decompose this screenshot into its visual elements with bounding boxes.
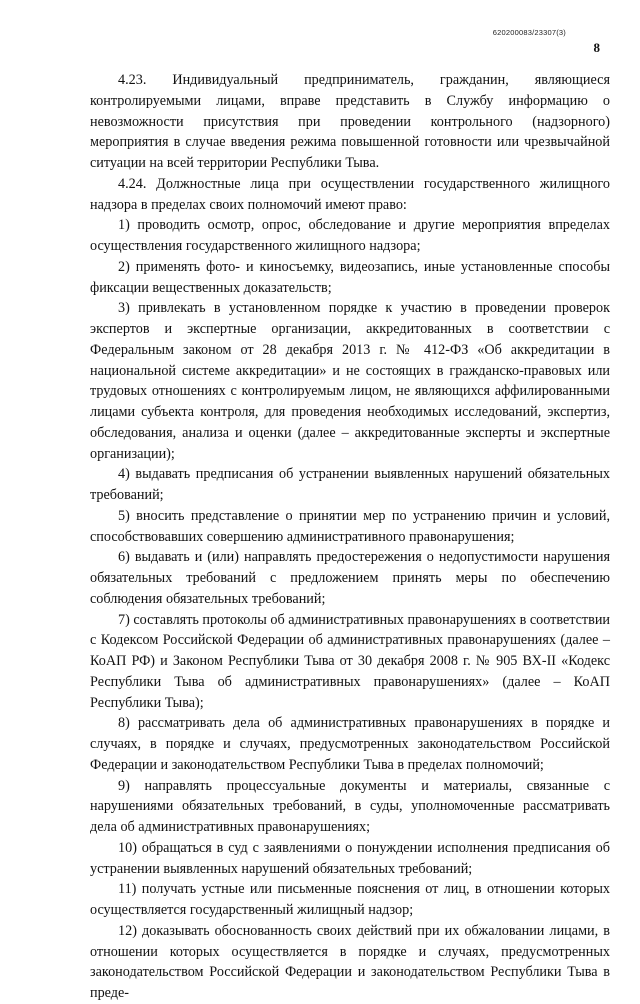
document-body <box>90 70 610 1004</box>
list-item-1: 1) проводить осмотр, опрос, обследование и другие мероприятия впределах осуществления государственного жилищного надзора; <box>90 217 610 254</box>
list-item-5: 5) вносить представление о принятии мер по устранению причин и условий, способствовавших совершению административного правонарушения; <box>90 507 610 545</box>
list-item-9: 9) направлять процессуальные документы и материалы, связанные с нарушениями обязательных требований, в суды, уполномоченные рассматривать дела об административных правонарушениях; <box>90 777 610 835</box>
paragraph-4-23: 4.23. Индивидуальный предприниматель, гражданин, являющиеся контролируемыми лицами, вправе представить в Службу информацию о невозможности присутствия при проведении контрольного (надзорного) мероприятия в случае введения режима повышенной готовности или чрезвычайной ситуации на всей территории Республики Тыва. <box>90 72 610 171</box>
list-item-8: 8) рассматривать дела об административных правонарушениях в порядке и случаях, в порядке и случаях, предусмотренных законодательством Российской Федерации и законодательством Республики Тыва в пределах полномочий; <box>90 715 610 773</box>
document-code: 620200083/23307(3) <box>492 28 566 37</box>
list-item-6: 6) выдавать и (или) направлять предостережения о недопустимости нарушения обязательных требований с предложением принять меры по обеспечению соблюдения обязательных требований; <box>90 549 610 607</box>
list-item-4: 4) выдавать предписания об устранении выявленных нарушений обязательных требований; <box>90 466 610 503</box>
list-item-3: 3) привлекать в установленном порядке к участию в проведении проверок экспертов и экспертные организации, аккредитованных в соответствии с Федеральным законом от 28 декабря 2013 г. № 412-ФЗ «Об аккредитации в национальной системе аккредитации» и не состоящих в гражданско-правовых или трудовых отношениях с контролируемым лицом, не являющихся аффилированными лицами субъекта контроля, для проведения необходимых исследований, экспертиз, обследования, анализа и оценки (далее – аккредитованные эксперты и экспертные организации); <box>90 300 610 462</box>
list-item-2: 2) применять фото- и киносъемку, видеозапись, иные установленные способы фиксации вещественных доказательств; <box>90 258 610 296</box>
page-number: 8 <box>593 40 600 55</box>
list-item-7: 7) составлять протоколы об административных правонарушениях в соответствии с Кодексом Российской Федерации об административных правонарушениях (далее – КоАП РФ) и Законом Республики Тыва от 30 декабря 2008 г. № 905 ВХ-II «Кодекс Республики Тыва об административных правонарушениях» (далее – КоАП Республики Тыва); <box>90 611 610 711</box>
list-item-12: 12) доказывать обоснованность своих действий при их обжаловании лицами, в отношении которых осуществляется в порядке и случаях, предусмотренных законодательством Российской Федерации и законодательством Республики Тыва в преде- <box>90 922 610 1001</box>
paragraph-4-24: 4.24. Должностные лица при осуществлении государственного жилищного надзора в пределах своих полномочий имеют право: <box>90 175 610 213</box>
list-item-11: 11) получать устные или письменные пояснения от лиц, в отношении которых осуществляется государственный жилищный надзор; <box>90 881 610 918</box>
list-item-10: 10) обращаться в суд с заявлениями о понуждении исполнения предписания об устранении выявленных нарушений обязательных требований; <box>90 839 610 877</box>
